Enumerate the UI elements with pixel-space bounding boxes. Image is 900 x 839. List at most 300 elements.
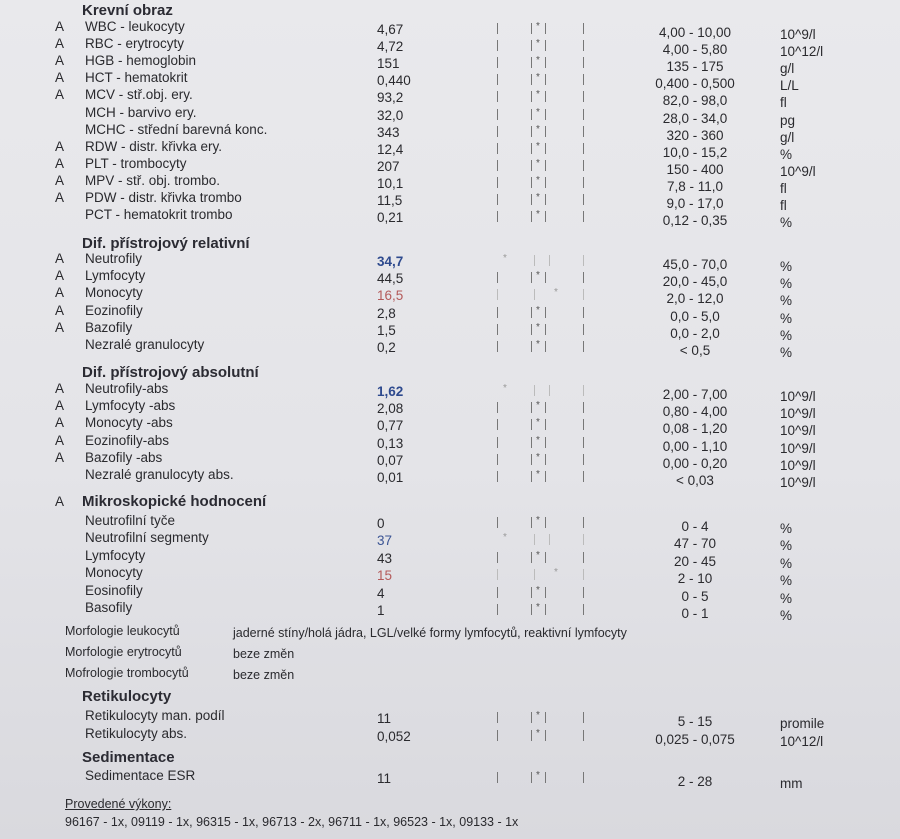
scale-marker: * — [536, 469, 540, 480]
scale-tick — [583, 211, 584, 222]
test-name: Neutrofilní tyče — [85, 513, 176, 528]
result-row — [0, 513, 900, 536]
unit: % — [780, 521, 793, 536]
reference-scale — [497, 74, 587, 88]
scale-tick — [497, 126, 498, 137]
scale-tick — [534, 289, 535, 300]
scale-tick — [531, 587, 532, 598]
unit: 10^9/l — [780, 423, 816, 439]
scale-tick — [497, 211, 498, 222]
reference-scale — [497, 174, 587, 191]
scale-tick — [497, 419, 498, 430]
result-row — [0, 319, 900, 343]
test-value: 15 — [377, 568, 393, 584]
result-row — [0, 155, 900, 179]
scale-tick — [545, 454, 546, 465]
unit: % — [780, 573, 793, 589]
reference-scale — [497, 385, 587, 399]
scale-tick — [583, 57, 584, 68]
test-value: 2,08 — [377, 401, 404, 417]
scale-tick — [497, 437, 498, 448]
result-row — [0, 398, 900, 422]
scale-tick — [531, 730, 532, 741]
scale-tick — [497, 454, 498, 465]
result-row — [0, 172, 900, 196]
scale-tick — [549, 534, 550, 545]
result-row — [0, 381, 900, 404]
scale-tick — [531, 517, 532, 528]
scale-tick — [545, 419, 546, 430]
scale-tick — [545, 341, 546, 352]
result-row — [0, 708, 900, 731]
unit: 10^9/l — [780, 163, 816, 179]
reference-scale — [497, 712, 587, 726]
scale-marker: * — [536, 174, 540, 186]
reference-scale — [497, 471, 587, 485]
scale-tick — [583, 402, 584, 413]
scale-tick — [545, 587, 546, 598]
scale-marker: * — [536, 400, 540, 412]
unit: % — [780, 310, 793, 326]
scale-marker: * — [554, 567, 558, 579]
test-name: MCV - stř.obj. ery. — [85, 87, 193, 103]
scale-tick — [531, 126, 532, 137]
reference-range: 0 - 1 — [681, 606, 709, 621]
scale-marker: * — [536, 140, 540, 152]
test-value: 151 — [377, 56, 400, 72]
unit: % — [780, 146, 793, 162]
scale-tick — [583, 324, 584, 335]
reference-range: 4,00 - 10,00 — [658, 25, 732, 40]
scale-tick — [549, 385, 550, 396]
scale-tick — [583, 109, 584, 120]
scale-tick — [583, 143, 584, 154]
flag: A — [55, 381, 65, 396]
footer-procedures: 96167 - 1x, 09119 - 1x, 96315 - 1x, 96713 - 2x, 96711 - 1x, 96523 - 1x, 09133 - 1x — [65, 815, 519, 829]
scale-marker: * — [536, 192, 540, 203]
scale-tick — [531, 74, 532, 85]
test-name: MPV - stř. obj. trombo. — [85, 172, 221, 188]
unit: 10^9/l — [780, 27, 816, 42]
unit: % — [780, 259, 793, 274]
result-row — [0, 285, 900, 309]
section-dif-relativni: Dif. přístrojový relativní — [82, 235, 250, 252]
test-name: Retikulocyty man. podíl — [85, 708, 225, 723]
scale-marker: * — [536, 72, 540, 84]
unit: % — [780, 293, 793, 309]
result-row — [0, 19, 900, 42]
test-value: 11,5 — [377, 193, 403, 208]
unit: % — [780, 345, 793, 360]
unit: % — [780, 555, 793, 571]
scale-tick — [531, 471, 532, 482]
scale-tick — [534, 534, 535, 545]
scale-tick — [497, 91, 498, 102]
flag: A — [55, 155, 65, 171]
test-name: HGB - hemoglobin — [85, 53, 197, 69]
result-row — [0, 121, 900, 145]
result-row — [0, 530, 900, 554]
unit: 10^9/l — [780, 475, 816, 490]
reference-scale — [497, 140, 587, 157]
scale-tick — [545, 160, 546, 171]
unit: fl — [780, 95, 787, 111]
reference-range: 45,0 - 70,0 — [662, 257, 728, 272]
test-value: 1 — [377, 603, 385, 618]
scale-tick — [545, 730, 546, 741]
reference-scale — [497, 402, 587, 416]
reference-range: 2,0 - 12,0 — [666, 291, 724, 307]
scale-tick — [545, 517, 546, 528]
scale-tick — [545, 109, 546, 120]
scale-marker: * — [536, 21, 540, 32]
morphology-value: beze změn — [233, 647, 295, 661]
result-row — [0, 600, 900, 623]
test-value: 37 — [377, 533, 393, 549]
scale-tick — [583, 772, 584, 783]
result-row — [0, 768, 900, 791]
reference-range: 320 - 360 — [666, 127, 724, 143]
scale-tick — [531, 211, 532, 222]
scale-tick — [497, 517, 498, 528]
flag: A — [55, 36, 65, 52]
scale-tick — [545, 552, 546, 563]
reference-scale — [497, 549, 587, 566]
reference-range: 0 - 5 — [681, 588, 709, 604]
flag: A — [55, 449, 65, 465]
scale-tick — [531, 772, 532, 783]
section-retikulocyty: Retikulocyty — [82, 688, 172, 705]
unit: % — [780, 608, 793, 623]
scale-tick — [497, 730, 498, 741]
unit: fl — [780, 180, 787, 196]
result-row — [0, 36, 900, 60]
scale-tick — [497, 569, 498, 580]
scale-tick — [497, 23, 498, 34]
test-value: 4 — [377, 585, 385, 601]
scale-tick — [497, 40, 498, 51]
flag: A — [55, 172, 65, 188]
reference-range: 0,08 - 1,20 — [662, 421, 728, 437]
result-row — [0, 337, 900, 360]
flag: A — [55, 138, 65, 154]
scale-tick — [583, 552, 584, 563]
test-name: Neutrofilní segmenty — [85, 530, 209, 546]
flag: A — [55, 302, 65, 318]
unit: % — [780, 538, 793, 554]
reference-range: 0,00 - 1,10 — [662, 438, 728, 454]
reference-range: 47 - 70 — [673, 536, 717, 552]
test-value: 32,0 — [377, 107, 404, 123]
scale-tick — [497, 57, 498, 68]
scale-tick — [545, 307, 546, 318]
test-name: Eozinofily-abs — [85, 432, 170, 448]
morphology-value: beze změn — [233, 668, 295, 682]
reference-scale — [497, 106, 587, 123]
result-row — [0, 725, 900, 749]
test-name: PDW - distr. křivka trombo — [85, 190, 242, 205]
test-name: Lymfocyty -abs — [85, 398, 176, 414]
test-name: Bazofily — [85, 319, 133, 335]
reference-range: < 0,5 — [679, 343, 711, 358]
result-row — [0, 467, 900, 490]
reference-range: 0,00 - 0,20 — [662, 455, 728, 471]
scale-tick — [583, 587, 584, 598]
reference-scale — [497, 289, 587, 303]
reference-scale — [497, 23, 587, 37]
scale-tick — [497, 341, 498, 352]
scale-marker: * — [503, 383, 507, 394]
test-value: 0 — [377, 516, 385, 531]
test-name: RBC - erytrocyty — [85, 36, 185, 52]
scale-tick — [583, 569, 584, 580]
reference-range: 82,0 - 98,0 — [662, 93, 728, 109]
scale-marker: * — [503, 253, 507, 264]
result-row — [0, 432, 900, 456]
scale-tick — [531, 712, 532, 723]
scale-marker: * — [536, 157, 540, 169]
test-name: Neutrofily-abs — [85, 381, 169, 396]
scale-tick — [531, 177, 532, 188]
scale-tick — [583, 454, 584, 465]
scale-tick — [531, 23, 532, 34]
reference-scale — [497, 341, 587, 355]
scale-tick — [497, 289, 498, 300]
scale-marker: * — [536, 584, 540, 596]
test-name: Bazofily -abs — [85, 449, 163, 465]
test-value: 0,01 — [377, 470, 404, 485]
scale-tick — [545, 402, 546, 413]
scale-tick — [531, 40, 532, 51]
reference-range: 20 - 45 — [673, 553, 717, 569]
reference-scale — [497, 419, 587, 433]
scale-marker: * — [536, 602, 540, 613]
reference-range: 0,0 - 5,0 — [670, 308, 720, 324]
test-value: 343 — [377, 124, 400, 140]
reference-scale — [497, 304, 587, 321]
scale-tick — [545, 772, 546, 783]
reference-scale — [497, 727, 587, 744]
scale-tick — [531, 324, 532, 335]
test-name: PLT - trombocyty — [85, 155, 187, 171]
section-mikroskopicke: Mikroskopické hodnocení — [82, 493, 267, 510]
unit: L/L — [780, 78, 799, 94]
scale-tick — [534, 385, 535, 396]
reference-scale — [497, 91, 587, 105]
test-value: 11 — [377, 711, 392, 726]
reference-scale — [497, 194, 587, 208]
scale-tick — [531, 91, 532, 102]
test-value: 12,4 — [377, 141, 404, 157]
scale-tick — [583, 534, 584, 545]
scale-tick — [583, 437, 584, 448]
scale-tick — [497, 604, 498, 615]
mikro-flag: A — [55, 494, 65, 509]
reference-range: < 0,03 — [676, 473, 714, 488]
reference-scale — [497, 321, 587, 338]
reference-scale — [497, 569, 587, 583]
test-name: Lymfocyty — [85, 547, 146, 563]
morphology-label: Morfologie erytrocytů — [65, 645, 182, 659]
reference-range: 10,0 - 15,2 — [662, 144, 728, 160]
result-row — [0, 70, 900, 94]
result-row — [0, 582, 900, 606]
flag: A — [55, 19, 65, 34]
scale-tick — [583, 730, 584, 741]
reference-scale — [497, 584, 587, 601]
scale-marker: * — [536, 123, 540, 135]
scale-tick — [531, 552, 532, 563]
unit: 10^9/l — [780, 440, 816, 456]
unit: 10^12/l — [780, 44, 824, 60]
reference-range: 0,400 - 0,500 — [655, 76, 735, 92]
scale-tick — [583, 255, 584, 266]
result-row — [0, 251, 900, 274]
scale-tick — [531, 454, 532, 465]
scale-tick — [545, 177, 546, 188]
scale-tick — [583, 194, 584, 205]
scale-tick — [545, 437, 546, 448]
scale-tick — [545, 324, 546, 335]
scale-marker: * — [536, 727, 540, 739]
result-row — [0, 302, 900, 326]
scale-tick — [497, 177, 498, 188]
scale-marker: * — [536, 515, 540, 526]
test-name: Basofily — [85, 600, 133, 615]
reference-scale — [497, 517, 587, 531]
test-name: Monocyty — [85, 285, 143, 301]
section-krevni-obraz: Krevní obraz — [82, 2, 173, 19]
test-value: 10,1 — [377, 175, 404, 191]
scale-tick — [545, 57, 546, 68]
scale-tick — [497, 74, 498, 85]
section-sedimentace: Sedimentace — [82, 749, 175, 766]
unit: g/l — [780, 129, 795, 145]
scale-tick — [583, 604, 584, 615]
result-row — [0, 415, 900, 439]
scale-tick — [545, 91, 546, 102]
test-name: MCH - barvivo ery. — [85, 104, 197, 120]
test-value: 16,5 — [377, 288, 404, 304]
test-value: 2,8 — [377, 305, 396, 321]
result-row — [0, 138, 900, 162]
result-row — [0, 190, 900, 213]
scale-tick — [497, 587, 498, 598]
scale-marker: * — [536, 434, 540, 446]
scale-tick — [534, 569, 535, 580]
result-row — [0, 449, 900, 473]
result-row — [0, 268, 900, 292]
scale-marker: * — [536, 321, 540, 333]
test-name: Nezralé granulocyty — [85, 337, 205, 352]
scale-tick — [531, 402, 532, 413]
test-name: Monocyty -abs — [85, 415, 173, 431]
morphology-label: Mofrologie trombocytů — [65, 666, 189, 680]
scale-marker: * — [536, 38, 540, 50]
scale-tick — [497, 402, 498, 413]
footer-label: Provedené výkony: — [65, 797, 172, 811]
result-row — [0, 207, 900, 231]
reference-range: 0,80 - 4,00 — [662, 404, 728, 420]
reference-range: 9,0 - 17,0 — [666, 196, 724, 211]
flag: A — [55, 53, 65, 69]
scale-tick — [531, 341, 532, 352]
scale-marker: * — [536, 549, 540, 561]
scale-tick — [583, 23, 584, 34]
reference-scale — [497, 604, 587, 618]
scale-tick — [531, 160, 532, 171]
scale-tick — [545, 211, 546, 222]
unit: pg — [780, 112, 796, 128]
reference-scale — [497, 57, 587, 71]
scale-tick — [531, 109, 532, 120]
reference-scale — [497, 123, 587, 140]
flag: A — [55, 251, 65, 266]
result-row — [0, 104, 900, 128]
result-row — [0, 53, 900, 77]
flag: A — [55, 87, 65, 103]
test-value: 93,2 — [377, 90, 404, 106]
flag: A — [55, 190, 65, 205]
test-name: Eozinofily — [85, 302, 143, 318]
scale-tick — [545, 194, 546, 205]
unit: 10^9/l — [780, 457, 816, 473]
flag: A — [55, 415, 65, 431]
unit: mm — [780, 776, 803, 791]
scale-tick — [545, 74, 546, 85]
scale-tick — [583, 419, 584, 430]
reference-scale — [497, 255, 587, 269]
unit: 10^9/l — [780, 406, 816, 422]
scale-tick — [531, 143, 532, 154]
scale-marker: * — [536, 270, 540, 282]
test-value: 4,72 — [377, 39, 404, 55]
unit: 10^12/l — [780, 733, 824, 749]
reference-range: 5 - 15 — [677, 714, 713, 729]
scale-tick — [583, 40, 584, 51]
flag: A — [55, 319, 65, 335]
scale-tick — [583, 517, 584, 528]
result-row — [0, 87, 900, 111]
scale-tick — [497, 307, 498, 318]
reference-range: 2 - 28 — [677, 774, 713, 789]
scale-tick — [583, 91, 584, 102]
reference-range: 0 - 4 — [681, 519, 709, 534]
scale-tick — [545, 126, 546, 137]
reference-range: 135 - 175 — [666, 59, 724, 75]
scale-tick — [545, 23, 546, 34]
scale-tick — [545, 272, 546, 283]
test-name: Nezralé granulocyty abs. — [85, 467, 234, 482]
reference-range: 0,12 - 0,35 — [662, 213, 728, 229]
test-value: 0,77 — [377, 418, 404, 434]
unit: promile — [780, 716, 825, 731]
reference-range: 28,0 - 34,0 — [662, 110, 728, 126]
result-row — [0, 547, 900, 571]
scale-tick — [583, 74, 584, 85]
test-value: 0,440 — [377, 73, 411, 89]
scale-tick — [549, 255, 550, 266]
scale-tick — [497, 712, 498, 723]
test-value: 0,2 — [377, 340, 396, 355]
scale-tick — [497, 324, 498, 335]
test-name: HCT - hematokrit — [85, 70, 188, 86]
scale-tick — [583, 272, 584, 283]
test-name: Lymfocyty — [85, 268, 146, 284]
test-name: Eosinofily — [85, 582, 143, 598]
reference-scale — [497, 772, 587, 786]
unit: 10^9/l — [780, 389, 816, 404]
